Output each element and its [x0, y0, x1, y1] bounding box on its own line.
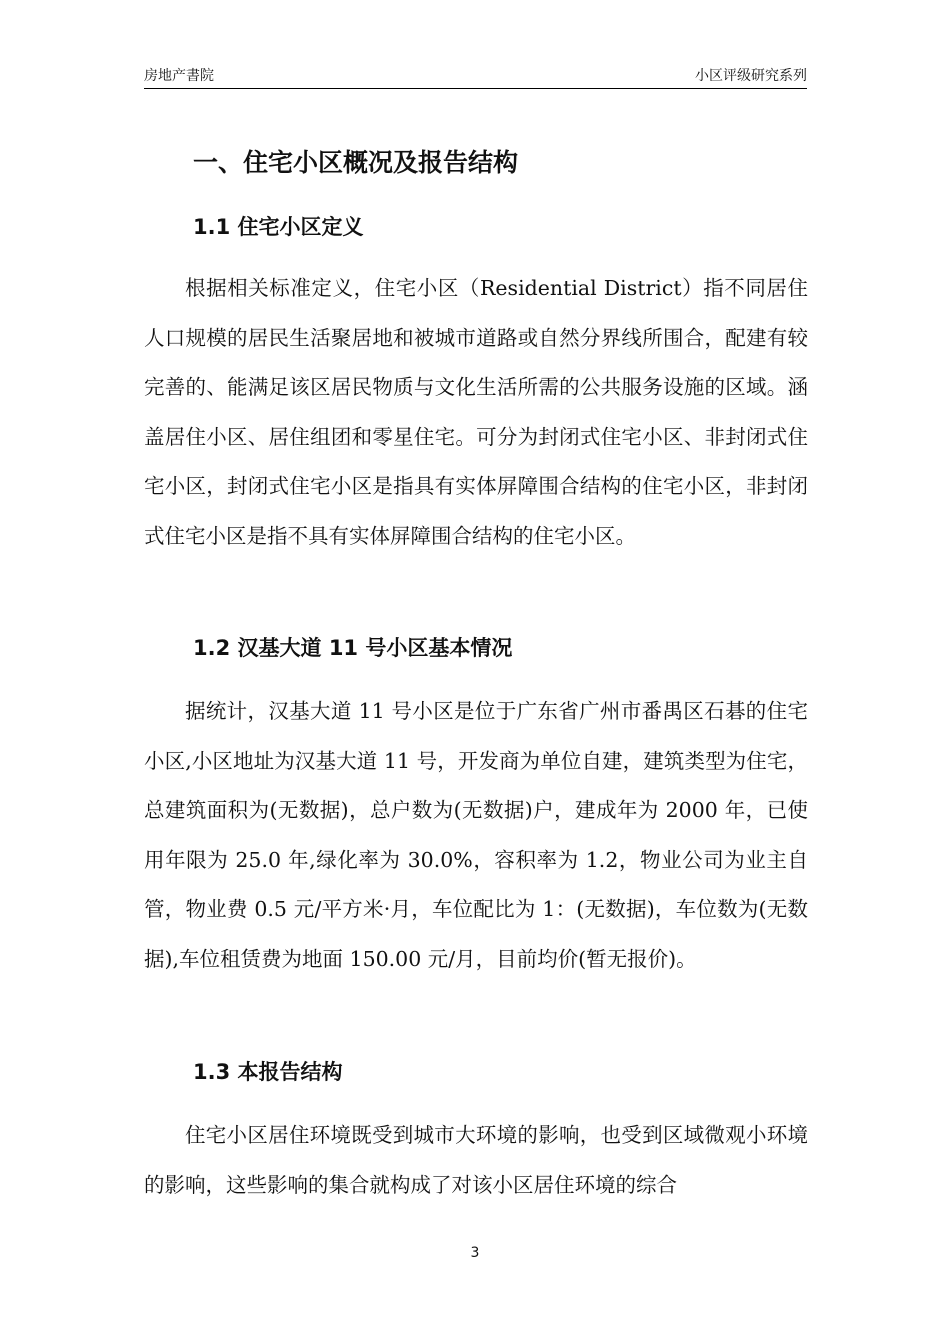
section-heading-1-3: 1.3 本报告结构	[193, 1060, 343, 1084]
section-paragraph-1-2: 据统计，汉基大道 11 号小区是位于广东省广州市番禺区石碁的住宅小区,小区地址为汉基大道 11 号，开发商为单位自建，建筑类型为住宅，总建筑面积为(无数据)，总户数为(无数据)户，建成年为 2000 年，已使用年限为 25.0 年,绿化率为 30.0%，容积率为 1.2，物业公司为业主自管，物业费 0.5 元/平方米·月，车位配比为 1：(无数据)，车位数为(无数据),车位租赁费为地面 150.00 元/月，目前均价(暂无报价)。	[144, 699, 808, 971]
chapter-title: 一、住宅小区概况及报告结构	[193, 148, 519, 177]
page-header	[144, 66, 807, 89]
header-publisher: 房地产書院	[144, 68, 214, 84]
section-heading-1-1: 1.1 住宅小区定义	[193, 215, 364, 239]
header-series-title: 小区评级研究系列	[695, 68, 807, 84]
section-paragraph-1-3: 住宅小区居住环境既受到城市大环境的影响，也受到区域微观小环境的影响，这些影响的集合就构成了对该小区居住环境的综合	[144, 1123, 808, 1197]
section-paragraph-1-1: 根据相关标准定义，住宅小区（Residential District）指不同居住人口规模的居民生活聚居地和被城市道路或自然分界线所围合，配建有较完善的、能满足该区居民物质与文化生活所需的公共服务设施的区域。涵盖居住小区、居住组团和零星住宅。可分为封闭式住宅小区、非封闭式住宅小区，封闭式住宅小区是指具有实体屏障围合结构的住宅小区，非封闭式住宅小区是指不具有实体屏障围合结构的住宅小区。	[144, 276, 808, 548]
page-number: 3	[470, 1245, 480, 1261]
section-heading-1-2: 1.2 汉基大道 11 号小区基本情况	[193, 636, 513, 660]
